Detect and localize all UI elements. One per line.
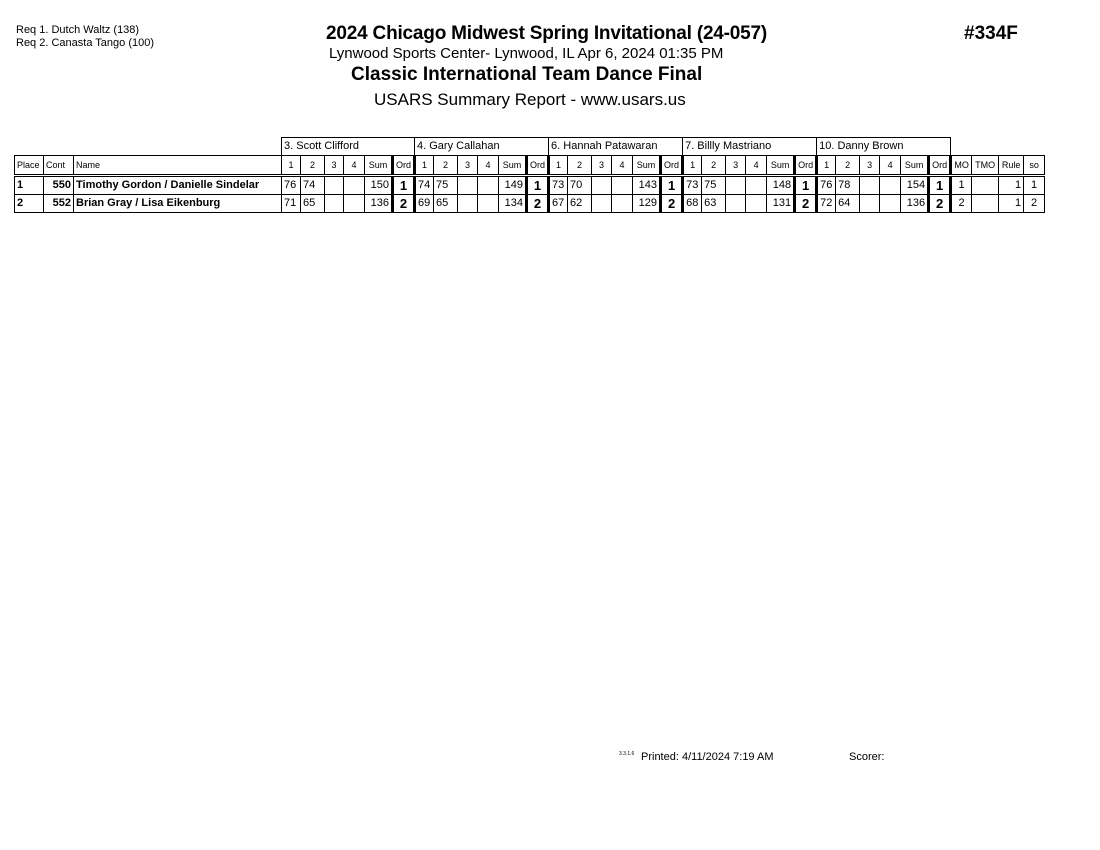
ordinal: 1 [661,176,683,195]
ordinal: 2 [527,195,549,213]
col-ord: Ord [393,156,415,176]
score-sum: 134 [499,195,527,213]
score-sum: 136 [901,195,929,213]
col-score-3: 3 [458,156,478,176]
judge-header: 7. Billly Mastriano [683,138,817,156]
judge-header: 3. Scott Clifford [282,138,415,156]
score-3 [458,195,478,213]
score-3 [726,176,746,195]
score-2: 74 [301,176,325,195]
col-score-3: 3 [860,156,880,176]
score-sum: 131 [767,195,795,213]
col-ord: Ord [527,156,549,176]
venue-date: Lynwood Sports Center- Lynwood, IL Apr 6, 2024 01:35 PM [329,45,724,62]
event-number: #334F [964,23,1018,44]
place: 2 [15,195,44,213]
score-4 [478,195,499,213]
tmo [972,176,999,195]
score-1: 76 [282,176,301,195]
score-3 [325,176,344,195]
col-sum: Sum [767,156,795,176]
col-score-3: 3 [726,156,746,176]
ordinal: 1 [795,176,817,195]
col-sum: Sum [499,156,527,176]
score-3 [592,195,612,213]
col-score-4: 4 [478,156,499,176]
col-score-4: 4 [880,156,901,176]
col-score-4: 4 [746,156,767,176]
skater-names: Timothy Gordon / Danielle Sindelar [74,176,282,195]
col-mo: MO [951,156,972,176]
col-score-1: 1 [282,156,301,176]
score-1: 73 [549,176,568,195]
col-so: so [1024,156,1045,176]
event-name: Classic International Team Dance Final [351,64,703,85]
score-1: 72 [817,195,836,213]
score-4 [880,176,901,195]
scorer-label: Scorer: [849,751,885,763]
version-label: 3.3.1.6 [619,751,635,757]
judge-header: 10. Danny Brown [817,138,951,156]
table-row [15,176,1045,195]
score-1: 73 [683,176,702,195]
score-2: 75 [702,176,726,195]
col-score-4: 4 [344,156,365,176]
col-score-1: 1 [683,156,702,176]
skater-names: Brian Gray / Lisa Eikenburg [74,195,282,213]
score-1: 76 [817,176,836,195]
requirement-2: Req 2. Canasta Tango (100) [16,37,154,49]
score-2: 78 [836,176,860,195]
report-title: USARS Summary Report - www.usars.us [374,90,686,109]
so: 2 [1024,195,1045,213]
printed-timestamp: Printed: 4/11/2024 7:19 AM [641,751,774,763]
score-2: 65 [301,195,325,213]
table-row [15,195,1045,213]
score-4 [880,195,901,213]
ordinal: 2 [929,195,951,213]
score-4 [612,195,633,213]
col-ord: Ord [929,156,951,176]
competition-title: 2024 Chicago Midwest Spring Invitational (24-057) [326,23,768,44]
col-name: Name [74,156,282,176]
ordinal: 1 [527,176,549,195]
cont: 550 [44,176,74,195]
col-sum: Sum [633,156,661,176]
col-score-4: 4 [612,156,633,176]
score-sum: 150 [365,176,393,195]
ordinal: 2 [795,195,817,213]
score-3 [860,176,880,195]
score-4 [344,195,365,213]
col-place: Place [15,156,44,176]
score-1: 74 [415,176,434,195]
mo: 1 [951,176,972,195]
col-score-1: 1 [549,156,568,176]
so: 1 [1024,176,1045,195]
col-rule: Rule [999,156,1024,176]
score-sum: 136 [365,195,393,213]
col-score-3: 3 [325,156,344,176]
judges-header-row [15,138,1045,156]
score-2: 64 [836,195,860,213]
col-score-2: 2 [836,156,860,176]
requirement-1: Req 1. Dutch Waltz (138) [16,24,140,36]
score-4 [478,176,499,195]
judge-header: 4. Gary Callahan [415,138,549,156]
mo: 2 [951,195,972,213]
ordinal: 1 [929,176,951,195]
score-sum: 149 [499,176,527,195]
col-tmo: TMO [972,156,999,176]
tmo [972,195,999,213]
score-1: 68 [683,195,702,213]
score-4 [746,195,767,213]
col-score-1: 1 [415,156,434,176]
score-sum: 143 [633,176,661,195]
score-4 [344,176,365,195]
score-2: 62 [568,195,592,213]
ordinal: 1 [393,176,415,195]
col-cont: Cont [44,156,74,176]
col-score-2: 2 [301,156,325,176]
score-1: 69 [415,195,434,213]
col-score-2: 2 [434,156,458,176]
score-1: 67 [549,195,568,213]
cont: 552 [44,195,74,213]
score-2: 65 [434,195,458,213]
ordinal: 2 [393,195,415,213]
judge-header: 6. Hannah Patawaran [549,138,683,156]
score-2: 75 [434,176,458,195]
rule: 1 [999,176,1024,195]
score-2: 63 [702,195,726,213]
col-score-2: 2 [702,156,726,176]
place: 1 [15,176,44,195]
col-score-1: 1 [817,156,836,176]
score-sum: 148 [767,176,795,195]
ordinal: 2 [661,195,683,213]
score-3 [458,176,478,195]
score-3 [860,195,880,213]
score-2: 70 [568,176,592,195]
col-ord: Ord [795,156,817,176]
score-1: 71 [282,195,301,213]
col-score-2: 2 [568,156,592,176]
score-sum: 154 [901,176,929,195]
col-sum: Sum [365,156,393,176]
rule: 1 [999,195,1024,213]
col-ord: Ord [661,156,683,176]
score-sum: 129 [633,195,661,213]
col-score-3: 3 [592,156,612,176]
score-4 [746,176,767,195]
col-sum: Sum [901,156,929,176]
column-header-row [15,156,1045,176]
score-3 [726,195,746,213]
score-3 [325,195,344,213]
score-4 [612,176,633,195]
results-table [14,137,1045,213]
score-3 [592,176,612,195]
